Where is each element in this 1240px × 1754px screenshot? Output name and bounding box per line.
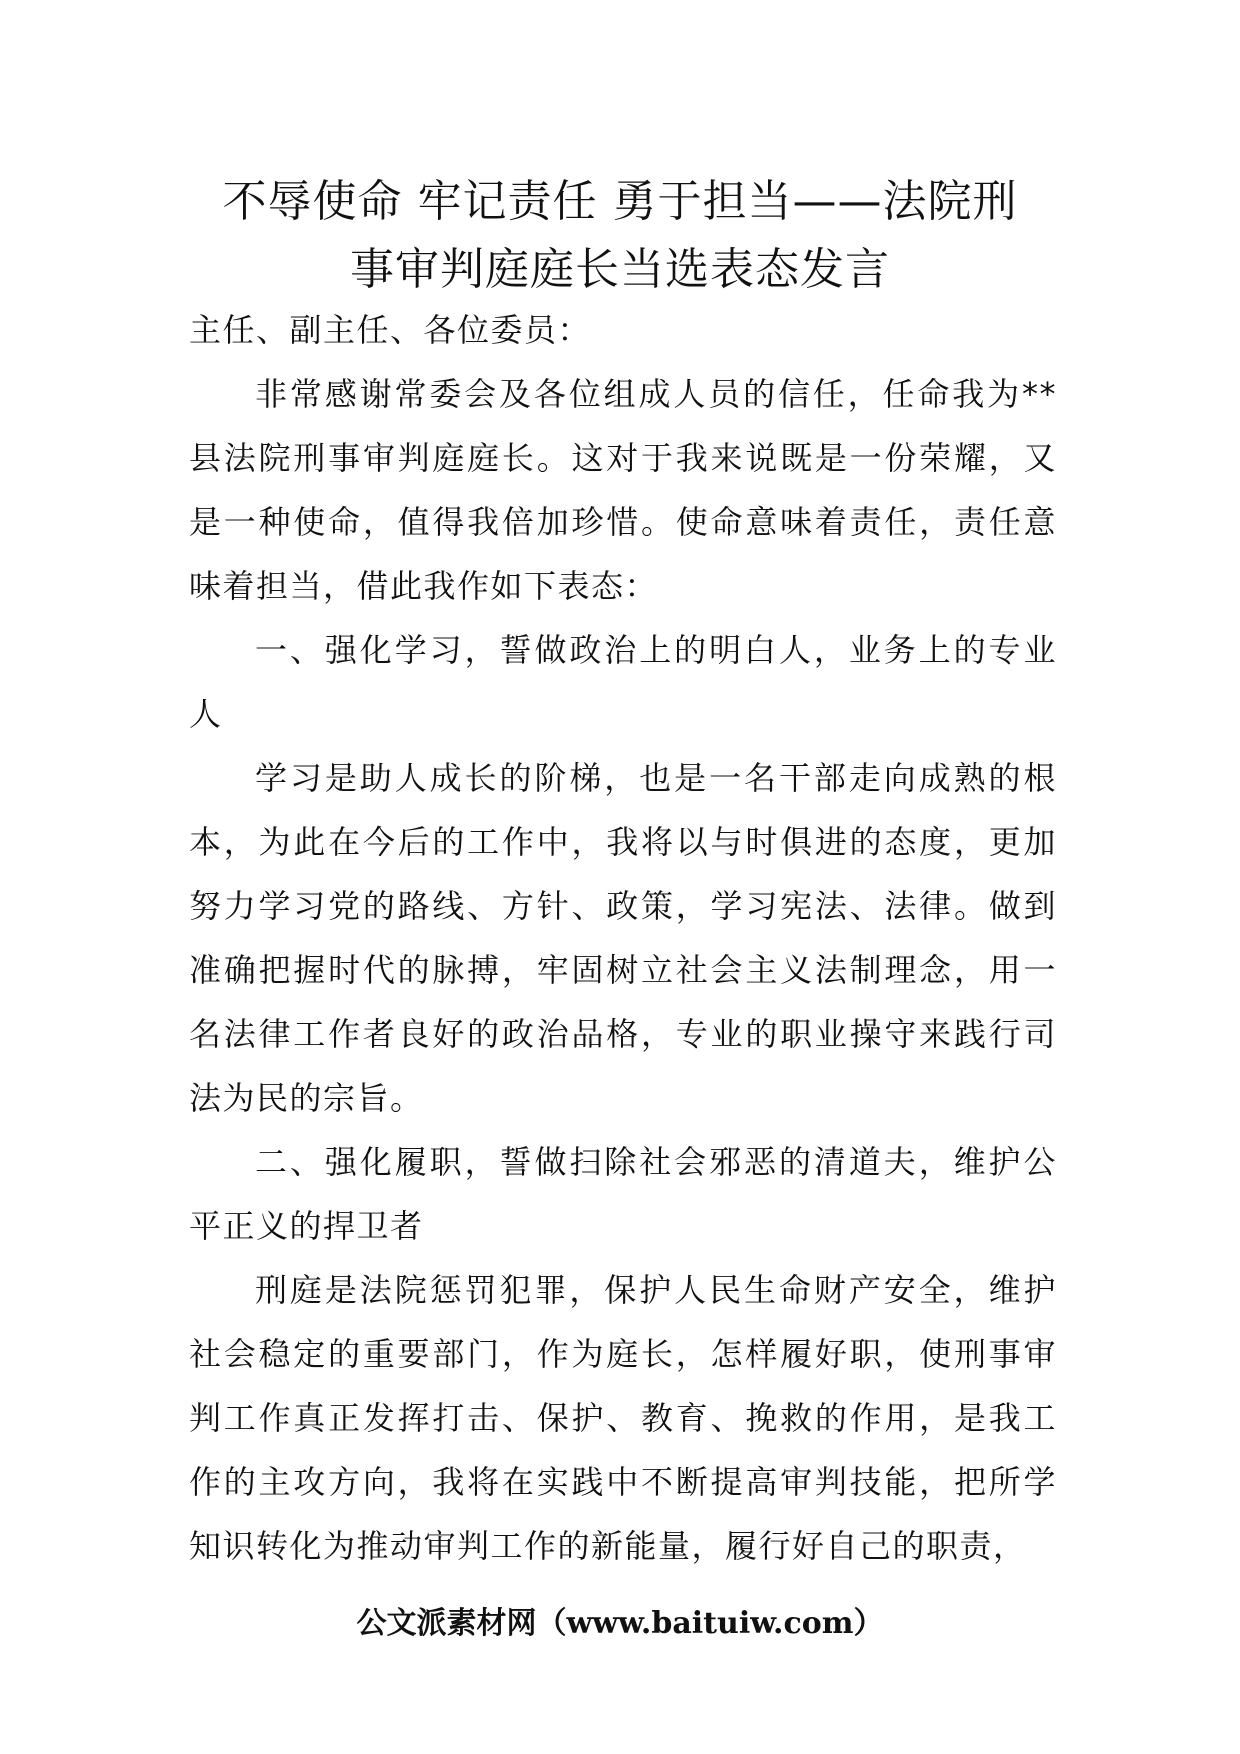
section-heading-2: 二、强化履职，誓做扫除社会邪恶的清道夫，维护公平正义的捍卫者 bbox=[189, 1143, 1057, 1245]
title-line-2: 事审判庭庭长当选表态发言 bbox=[350, 244, 890, 295]
document-title bbox=[180, 168, 1060, 304]
title-line-1: 不辱使命 牢记责任 勇于担当——法院刑 bbox=[222, 176, 1018, 227]
paragraph-study: 学习是助人成长的阶梯，也是一名干部走向成熟的根本，为此在今后的工作中，我将以与时俱进的态度，更加努力学习党的路线、方针、政策，学习宪法、法律。做到准确把握时代的脉搏，牢固树立社会主义法制理念，用一名法律工作者良好的政治品格，专业的职业操守来践行司法为民的宗旨。 bbox=[189, 759, 1057, 1117]
document-body bbox=[189, 298, 1057, 1578]
paragraph-duty: 刑庭是法院惩罚犯罪，保护人民生命财产安全，维护社会稳定的重要部门，作为庭长，怎样履好职，使刑事审判工作真正发挥打击、保护、教育、挽救的作用，是我工作的主攻方向，我将在实践中不断提高审判技能，把所学知识转化为推动审判工作的新能量，履行好自己的职责， bbox=[189, 1271, 1057, 1565]
paragraph-intro: 非常感谢常委会及各位组成人员的信任，任命我为**县法院刑事审判庭庭长。这对于我来说既是一份荣耀，又是一种使命，值得我倍加珍惜。使命意味着责任，责任意味着担当，借此我作如下表态： bbox=[189, 375, 1057, 605]
salutation: 主任、副主任、各位委员： bbox=[189, 311, 592, 349]
footer-watermark: 公文派素材网（www.baituiw.com） bbox=[356, 1606, 884, 1641]
section-heading-1: 一、强化学习，誓做政治上的明白人，业务上的专业人 bbox=[189, 631, 1057, 733]
